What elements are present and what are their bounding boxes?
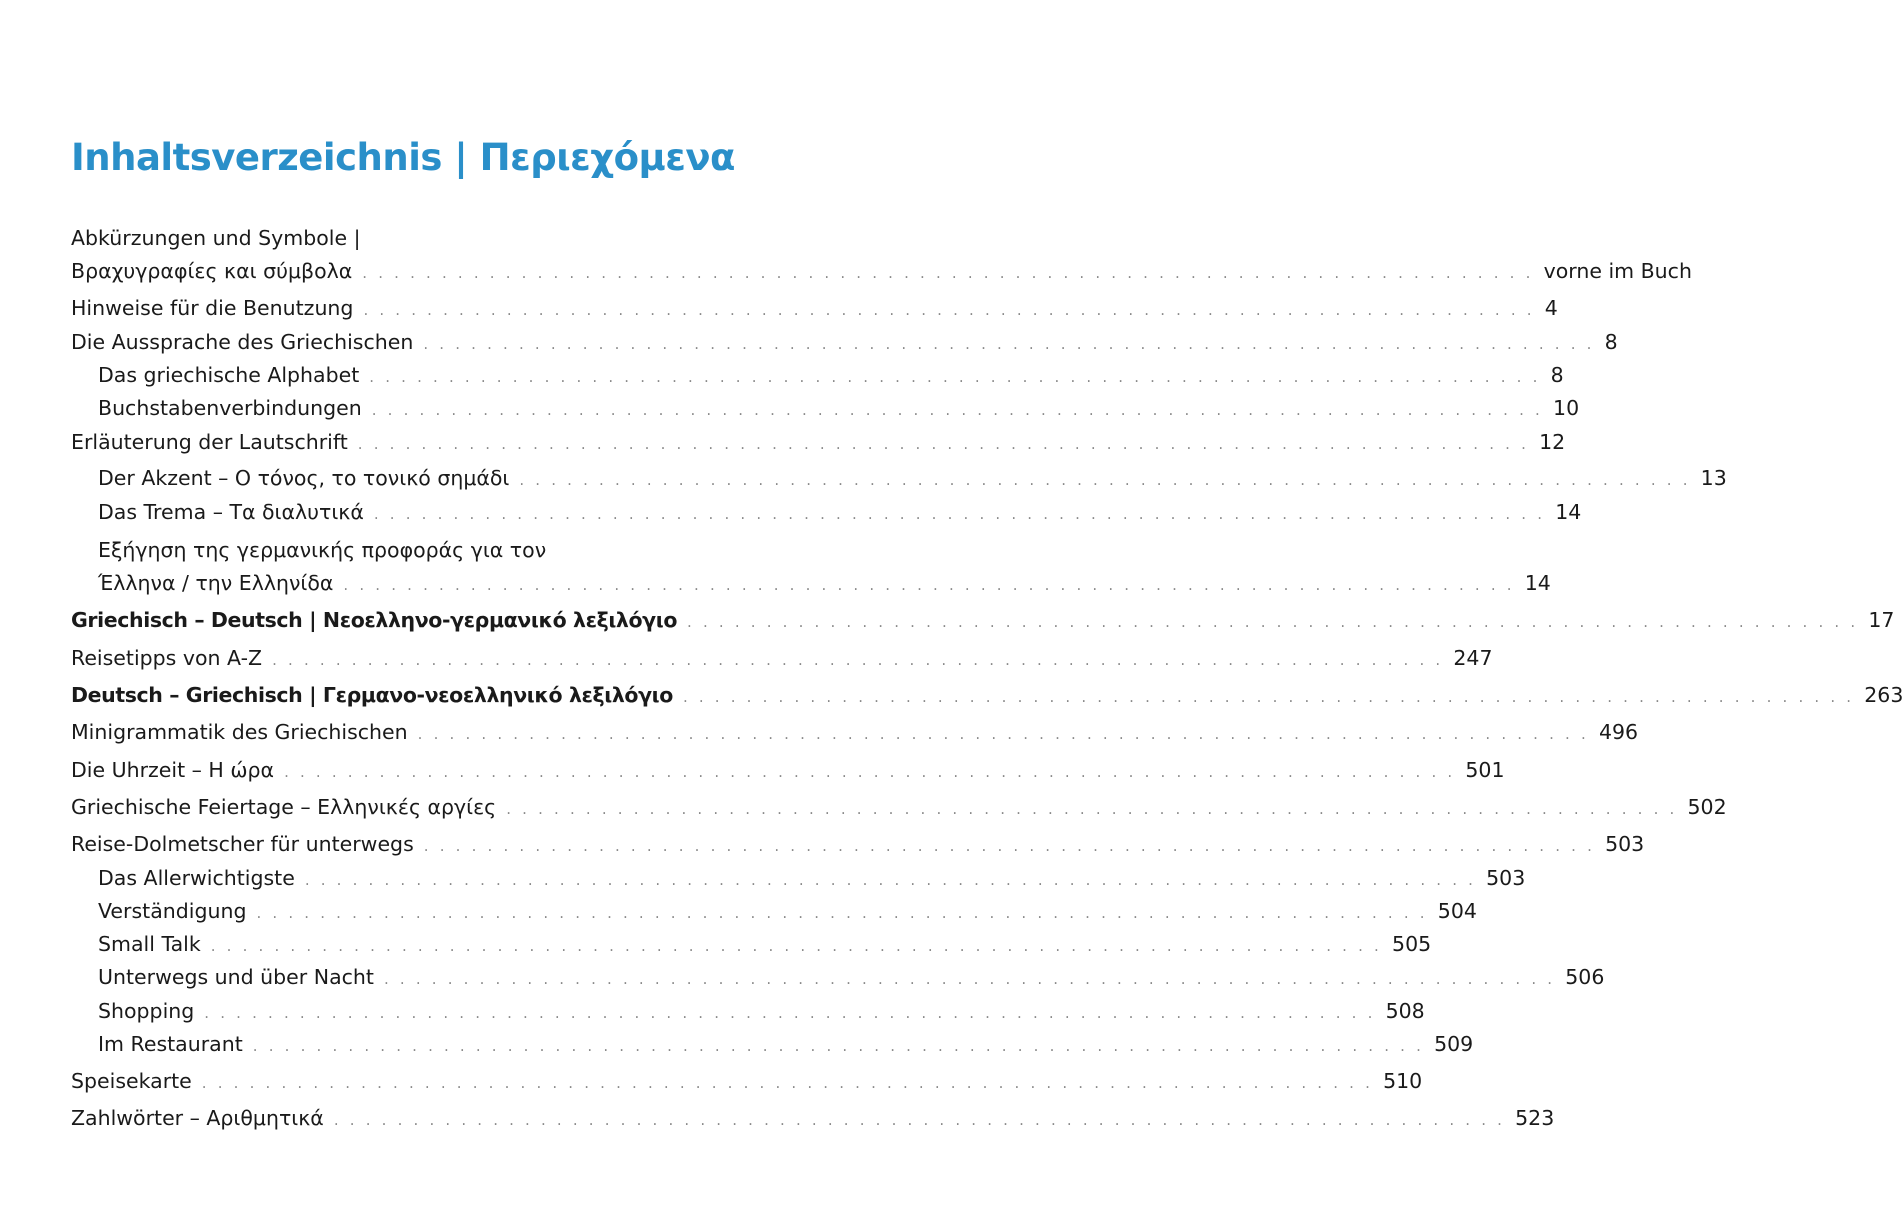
dot-leader: . . . . . . . . . . . . . . . . . . . . . . . . . . . . . . . . . . . . . . . . . . . . . . . . . . . . . . . . . . . . . . . . . . . . . . . . . . [256,904,1428,922]
toc-entry-title: Deutsch – Griechisch | Γερμανο-νεοελληνικό λεξιλόγιο [71,683,673,707]
dot-leader: . . . . . . . . . . . . . . . . . . . . . . . . . . . . . . . . . . . . . . . . . . . . . . . . . . . . . . . . . . . . . . . . . . . . . . . . . . [383,970,1556,988]
toc-entry-title: Reisetipps von A-Z [71,646,263,670]
toc-entry[interactable] [71,1103,1555,1133]
toc-entry[interactable] [71,1066,1423,1096]
toc-entry-page: 504 [1437,899,1477,923]
toc-entry-title: Zahlwörter – Αριθμητικά [71,1106,324,1130]
toc-entry-page: 506 [1565,965,1605,989]
toc-subentry[interactable] [98,568,1551,598]
toc-subentry[interactable] [98,896,1477,926]
toc-entry-dictionary-gr-de[interactable] [71,605,1895,635]
toc-entry-page: 496 [1598,720,1639,744]
toc-entry-page: 510 [1383,1069,1423,1093]
toc-entry-title: Shopping [98,999,195,1023]
toc-entry-page: 13 [1700,466,1727,490]
toc-entry-page: 8 [1550,363,1564,387]
toc-entry-page: 14 [1555,500,1582,524]
toc-entry-page: 502 [1687,795,1727,819]
toc-subentry[interactable] [98,360,1564,390]
toc-entry-title: Die Aussprache des Griechischen [71,330,414,354]
dot-leader: . . . . . . . . . . . . . . . . . . . . . . . . . . . . . . . . . . . . . . . . . . . . . . . . . . . . . . . . . . . . . . . . . . . . . . . . . . [357,435,1530,453]
toc-entry-page: 501 [1465,758,1505,782]
toc-entry-title: Das griechische Alphabet [98,363,360,387]
toc-entry-line1: Abkürzungen und Symbole | [71,226,361,250]
dot-leader: . . . . . . . . . . . . . . . . . . . . . . . . . . . . . . . . . . . . . . . . . . . . . . . . . . . . . . . . . . . . . . . . . . . . . . . . . . [210,937,1383,955]
toc-entry[interactable] [71,829,1645,859]
dot-leader: . . . . . . . . . . . . . . . . . . . . . . . . . . . . . . . . . . . . . . . . . . . . . . . . . . . . . . . . . . . . . . . . . . . . . . . . . . [506,800,1678,818]
toc-entry-page: 263 [1864,683,1903,707]
toc-page [71,0,1903,1229]
toc-entry-title: Speisekarte [71,1069,192,1093]
dot-leader: . . . . . . . . . . . . . . . . . . . . . . . . . . . . . . . . . . . . . . . . . . . . . . . . . . . . . . . . . . . . . . . . . . . . . . . . . . [204,1004,1376,1022]
toc-entry-page: 503 [1486,866,1526,890]
toc-entry-title: Minigrammatik des Griechischen [71,720,408,744]
toc-subentry[interactable] [98,393,1580,423]
toc-entry-title: Im Restaurant [98,1032,243,1056]
dot-leader: . . . . . . . . . . . . . . . . . . . . . . . . . . . . . . . . . . . . . . . . . . . . . . . . . . . . . . . . . . . . . . . . . . . . . . . . . . [373,505,1546,523]
toc-entry-title: Reise-Dolmetscher für unterwegs [71,832,414,856]
toc-entry-page: 10 [1553,396,1580,420]
toc-entry-page: 523 [1515,1106,1555,1130]
toc-entry-title: Βραχυγραφίες και σύμβολα [71,259,353,283]
dot-leader: . . . . . . . . . . . . . . . . . . . . . . . . . . . . . . . . . . . . . . . . . . . . . . . . . . . . . . . . . . . . . . . . . . . . . . . . . . [371,401,1544,419]
toc-entry-title: Unterwegs und über Nacht [98,965,374,989]
toc-entry-page: 8 [1604,330,1618,354]
toc-entry-title: Das Allerwichtigste [98,866,295,890]
toc-entry[interactable] [71,327,1618,357]
page-title: Inhaltsverzeichnis | Περιεχόμενα [71,136,735,179]
toc-entry-line1: Εξήγηση της γερμανικής προφοράς για τον [98,538,547,562]
toc-entry-title: Hinweise für die Benutzung [71,296,354,320]
dot-leader: . . . . . . . . . . . . . . . . . . . . . . . . . . . . . . . . . . . . . . . . . . . . . . . . . . . . . . . . . . . . . . . . . . . . . . . . . . [423,335,1595,353]
toc-entry-page: 505 [1392,932,1432,956]
dot-leader: . . . . . . . . . . . . . . . . . . . . . . . . . . . . . . . . . . . . . . . . . . . . . . . . . . . . . . . . . . . . . . . . . . . . . . . . . . [682,688,1855,706]
toc-entry-title: Small Talk [98,932,201,956]
dot-leader: . . . . . . . . . . . . . . . . . . . . . . . . . . . . . . . . . . . . . . . . . . . . . . . . . . . . . . . . . . . . . . . . . . . . . . . . . . [423,837,1596,855]
toc-entry-title: Das Trema – Τα διαλυτικά [98,500,364,524]
toc-entry-title: Verständigung [98,899,247,923]
toc-list [71,0,1903,1229]
toc-entry-title: Έλληνα / την Ελληνίδα [98,571,334,595]
toc-subentry[interactable] [98,929,1432,959]
toc-entry[interactable] [71,717,1639,747]
toc-entry-page: vorne im Buch [1543,259,1692,283]
toc-subentry[interactable] [98,497,1582,527]
dot-leader: . . . . . . . . . . . . . . . . . . . . . . . . . . . . . . . . . . . . . . . . . . . . . . . . . . . . . . . . . . . . . . . . . . . . . . . . . . [687,613,1859,631]
dot-leader: . . . . . . . . . . . . . . . . . . . . . . . . . . . . . . . . . . . . . . . . . . . . . . . . . . . . . . . . . . . . . . . . . . . . . . . . . . [369,368,1541,386]
dot-leader: . . . . . . . . . . . . . . . . . . . . . . . . . . . . . . . . . . . . . . . . . . . . . . . . . . . . . . . . . . . . . . . . . . . . . . . . . . [272,651,1444,669]
toc-entry-title: Die Uhrzeit – Η ώρα [71,758,275,782]
toc-entry-title: Erläuterung der Lautschrift [71,430,348,454]
toc-entry[interactable] [71,427,1566,457]
dot-leader: . . . . . . . . . . . . . . . . . . . . . . . . . . . . . . . . . . . . . . . . . . . . . . . . . . . . . . . . . . . . . . . . . . . . . . . . . . [333,1111,1506,1129]
dot-leader: . . . . . . . . . . . . . . . . . . . . . . . . . . . . . . . . . . . . . . . . . . . . . . . . . . . . . . . . . . . . . . . . . . . . . . . . . . [519,471,1691,489]
toc-entry[interactable] [71,643,1493,673]
toc-entry-page: 508 [1385,999,1425,1023]
toc-entry-page: 14 [1524,571,1551,595]
dot-leader: . . . . . . . . . . . . . . . . . . . . . . . . . . . . . . . . . . . . . . . . . . . . . . . . . . . . . . . . . . . . . . . . . . . . . . . . . . [417,725,1589,743]
toc-entry-title: Griechisch – Deutsch | Νεοελληνο-γερμανικό λεξιλόγιο [71,608,678,632]
toc-subentry[interactable] [98,463,1727,493]
dot-leader: . . . . . . . . . . . . . . . . . . . . . . . . . . . . . . . . . . . . . . . . . . . . . . . . . . . . . . . . . . . . . . . . . . . . . . . . . . [252,1037,1425,1055]
dot-leader: . . . . . . . . . . . . . . . . . . . . . . . . . . . . . . . . . . . . . . . . . . . . . . . . . . . . . . . . . . . . . . . . . . . . . . . . . . [362,264,1534,282]
toc-subentry[interactable] [98,863,1526,893]
toc-entry-title: Buchstabenverbindungen [98,396,362,420]
toc-entry-page: 4 [1544,296,1558,320]
toc-entry[interactable] [71,755,1505,785]
toc-subentry[interactable] [98,1029,1474,1059]
toc-entry[interactable] [71,792,1727,822]
toc-entry-title: Griechische Feiertage – Ελληνικές αργίες [71,795,497,819]
toc-entry-page: 509 [1434,1032,1474,1056]
toc-entry-page: 17 [1868,608,1895,632]
dot-leader: . . . . . . . . . . . . . . . . . . . . . . . . . . . . . . . . . . . . . . . . . . . . . . . . . . . . . . . . . . . . . . . . . . . . . . . . . . [284,763,1456,781]
toc-entry-dictionary-de-gr[interactable] [71,680,1903,710]
toc-subentry[interactable] [98,996,1425,1026]
toc-entry-page: 12 [1539,430,1566,454]
toc-entry-title: Der Akzent – Ο τόνος, το τονικό σημάδι [98,466,510,490]
toc-entry-page: 247 [1453,646,1493,670]
toc-entry-page: 503 [1605,832,1645,856]
dot-leader: . . . . . . . . . . . . . . . . . . . . . . . . . . . . . . . . . . . . . . . . . . . . . . . . . . . . . . . . . . . . . . . . . . . . . . . . . . [363,301,1535,319]
toc-subentry[interactable] [98,962,1605,992]
dot-leader: . . . . . . . . . . . . . . . . . . . . . . . . . . . . . . . . . . . . . . . . . . . . . . . . . . . . . . . . . . . . . . . . . . . . . . . . . . [304,871,1477,889]
toc-entry[interactable] [71,293,1558,323]
dot-leader: . . . . . . . . . . . . . . . . . . . . . . . . . . . . . . . . . . . . . . . . . . . . . . . . . . . . . . . . . . . . . . . . . . . . . . . . . . [343,576,1515,594]
toc-entry[interactable] [71,256,1692,286]
dot-leader: . . . . . . . . . . . . . . . . . . . . . . . . . . . . . . . . . . . . . . . . . . . . . . . . . . . . . . . . . . . . . . . . . . . . . . . . . . [201,1074,1374,1092]
